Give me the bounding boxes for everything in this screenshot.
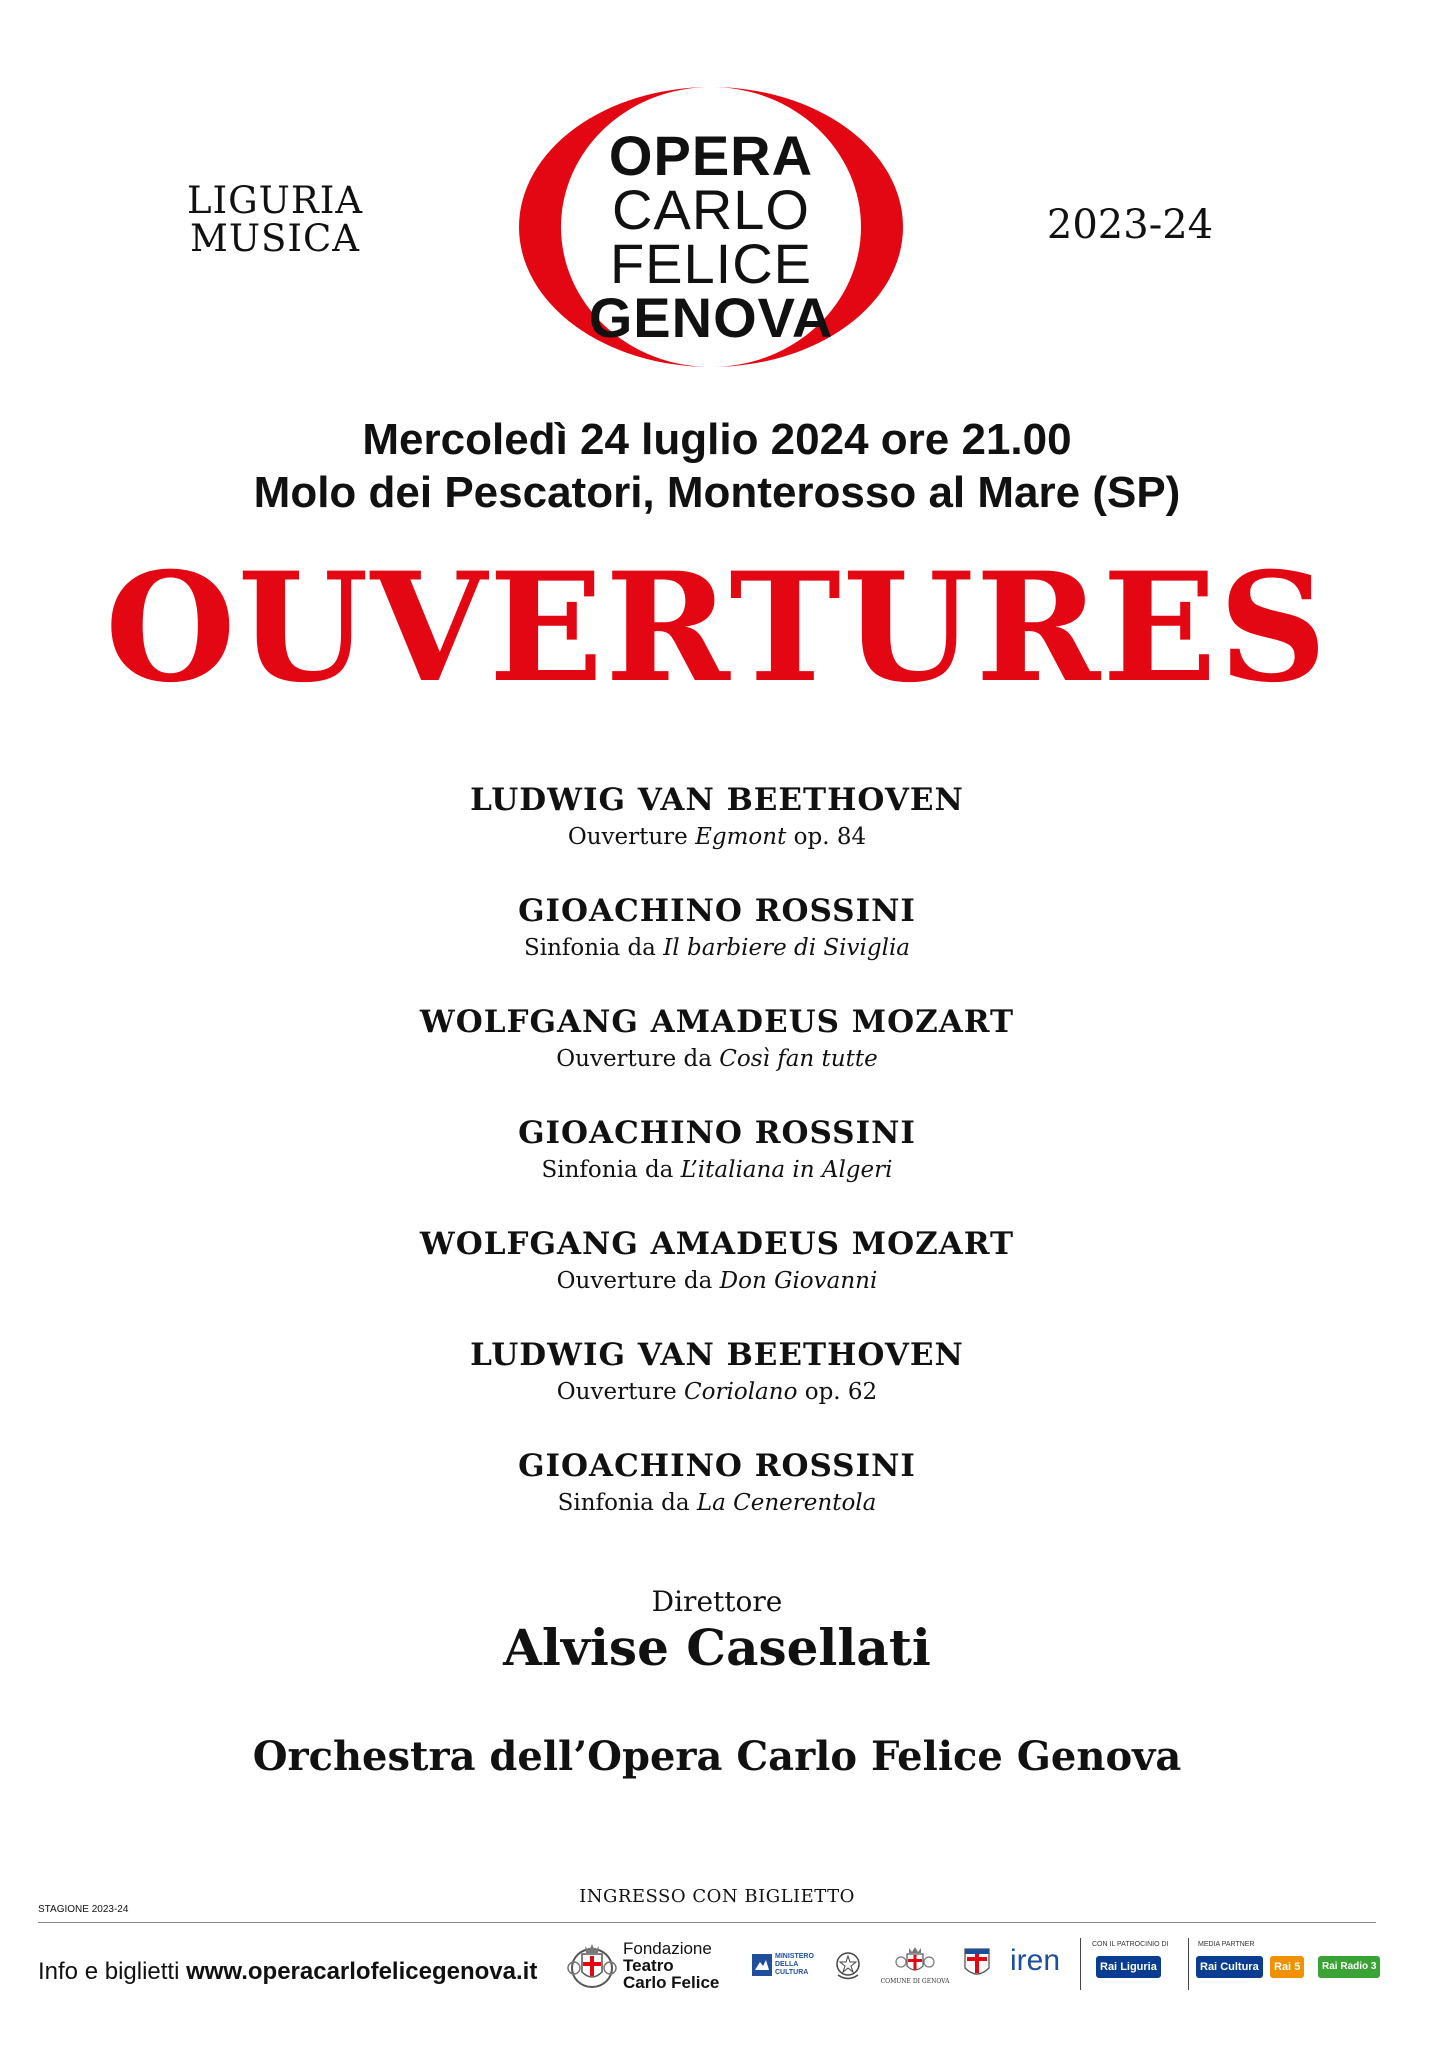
director-label: Direttore xyxy=(651,1585,783,1618)
fondazione-logo xyxy=(565,1938,735,1994)
liguria-line: LIGURIA xyxy=(186,179,364,222)
program-item xyxy=(0,1224,1434,1335)
rai-liguria-label: Liguria xyxy=(1120,1961,1157,1973)
regione-crest-icon xyxy=(962,1946,992,1982)
rai-cultura-label: Cultura xyxy=(1220,1961,1259,1973)
musica-line: MUSICA xyxy=(189,217,361,260)
program-item xyxy=(0,1446,1434,1557)
footer-separator xyxy=(1080,1938,1081,1990)
composer-name: GIOACHINO ROSSINI xyxy=(518,893,916,929)
fondazione-line: Fondazione xyxy=(623,1939,712,1958)
rai-mark: Rai xyxy=(1100,1961,1118,1973)
work-title: Sinfonia da Il barbiere di Siviglia xyxy=(523,935,911,961)
orchestra-name: Orchestra dell’Opera Carlo Felice Genova xyxy=(252,1733,1182,1780)
work-title: Sinfonia da La Cenerentola xyxy=(557,1490,877,1516)
program-item xyxy=(0,1002,1434,1113)
work-title: Ouverture Coriolano op. 62 xyxy=(556,1379,878,1405)
ministero-cultura-logo xyxy=(752,1952,816,1978)
program-list xyxy=(0,780,1434,1557)
season-label: 2023-24 xyxy=(1046,202,1214,248)
work-title: Ouverture da Don Giovanni xyxy=(556,1268,878,1294)
footer-separator xyxy=(1188,1938,1189,1990)
iren-logo: iren xyxy=(1010,1944,1061,1977)
logo-genova: GENOVA xyxy=(588,286,834,349)
della-line: DELLA xyxy=(775,1961,799,1968)
program-item xyxy=(0,1113,1434,1224)
work-title: Sinfonia da L’italiana in Algeri xyxy=(541,1157,893,1183)
work-title: Ouverture Egmont op. 84 xyxy=(567,824,867,850)
rai-liguria-logo xyxy=(1096,1956,1161,1978)
logo-carlo: CARLO xyxy=(612,178,810,241)
info-tickets xyxy=(38,1958,537,1986)
repubblica-emblem-icon xyxy=(834,1949,862,1981)
rai-mark: Rai xyxy=(1322,1961,1338,1972)
rai-5-label: 5 xyxy=(1294,1961,1301,1973)
composer-name: GIOACHINO ROSSINI xyxy=(518,1448,916,1484)
logo-felice: FELICE xyxy=(609,232,813,295)
comune-genova-logo xyxy=(880,1946,950,1986)
patrocinio-label: CON IL PATROCINIO DI xyxy=(1092,1941,1169,1948)
website-link[interactable]: www.operacarlofelicegenova.it xyxy=(186,1958,538,1985)
event-venue: Molo dei Pescatori, Monterosso al Mare (SP) xyxy=(253,468,1181,517)
genova-crest-icon xyxy=(565,1938,619,1992)
teatro-line: Teatro xyxy=(623,1956,674,1975)
work-title: Ouverture da Così fan tutte xyxy=(556,1046,878,1072)
rai-mark: Rai xyxy=(1274,1961,1292,1973)
carlo-felice-line: Carlo Felice xyxy=(623,1973,720,1992)
ministero-cultura-icon xyxy=(752,1954,772,1976)
cultura-line: CULTURA xyxy=(775,1969,809,1976)
director-name: Alvise Casellati xyxy=(503,1618,931,1677)
program-item xyxy=(0,1335,1434,1446)
composer-name: GIOACHINO ROSSINI xyxy=(518,1115,916,1151)
liguria-musica-label xyxy=(180,179,370,260)
media-partner-label: MEDIA PARTNER xyxy=(1198,1941,1255,1948)
rai-radio3-logo xyxy=(1318,1956,1380,1978)
ticket-note: INGRESSO CON BIGLIETTO xyxy=(579,1886,855,1907)
event-date: Mercoledì 24 luglio 2024 ore 21.00 xyxy=(362,415,1072,464)
opera-carlo-felice-logo xyxy=(515,82,907,372)
comune-crest-icon xyxy=(895,1946,935,1976)
program-item xyxy=(0,780,1434,891)
rai-cultura-logo xyxy=(1196,1956,1263,1978)
rai-5-logo xyxy=(1270,1956,1304,1978)
stagione-label: STAGIONE 2023-24 xyxy=(38,1904,129,1915)
concert-title: OUVERTURES xyxy=(105,540,1329,716)
info-label: Info e biglietti xyxy=(38,1958,187,1985)
composer-name: LUDWIG VAN BEETHOVEN xyxy=(470,1337,964,1373)
composer-name: WOLFGANG AMADEUS MOZART xyxy=(419,1004,1015,1040)
rai-radio3-label: Radio 3 xyxy=(1340,1961,1377,1972)
logo-opera: OPERA xyxy=(608,124,814,187)
comune-label: COMUNE DI GENOVA xyxy=(880,1978,950,1985)
ministero-line: MINISTERO xyxy=(775,1953,814,1960)
composer-name: LUDWIG VAN BEETHOVEN xyxy=(470,782,964,818)
rai-mark: Rai xyxy=(1200,1961,1218,1973)
footer-divider xyxy=(38,1922,1376,1923)
program-item xyxy=(0,891,1434,1002)
composer-name: WOLFGANG AMADEUS MOZART xyxy=(419,1226,1015,1262)
